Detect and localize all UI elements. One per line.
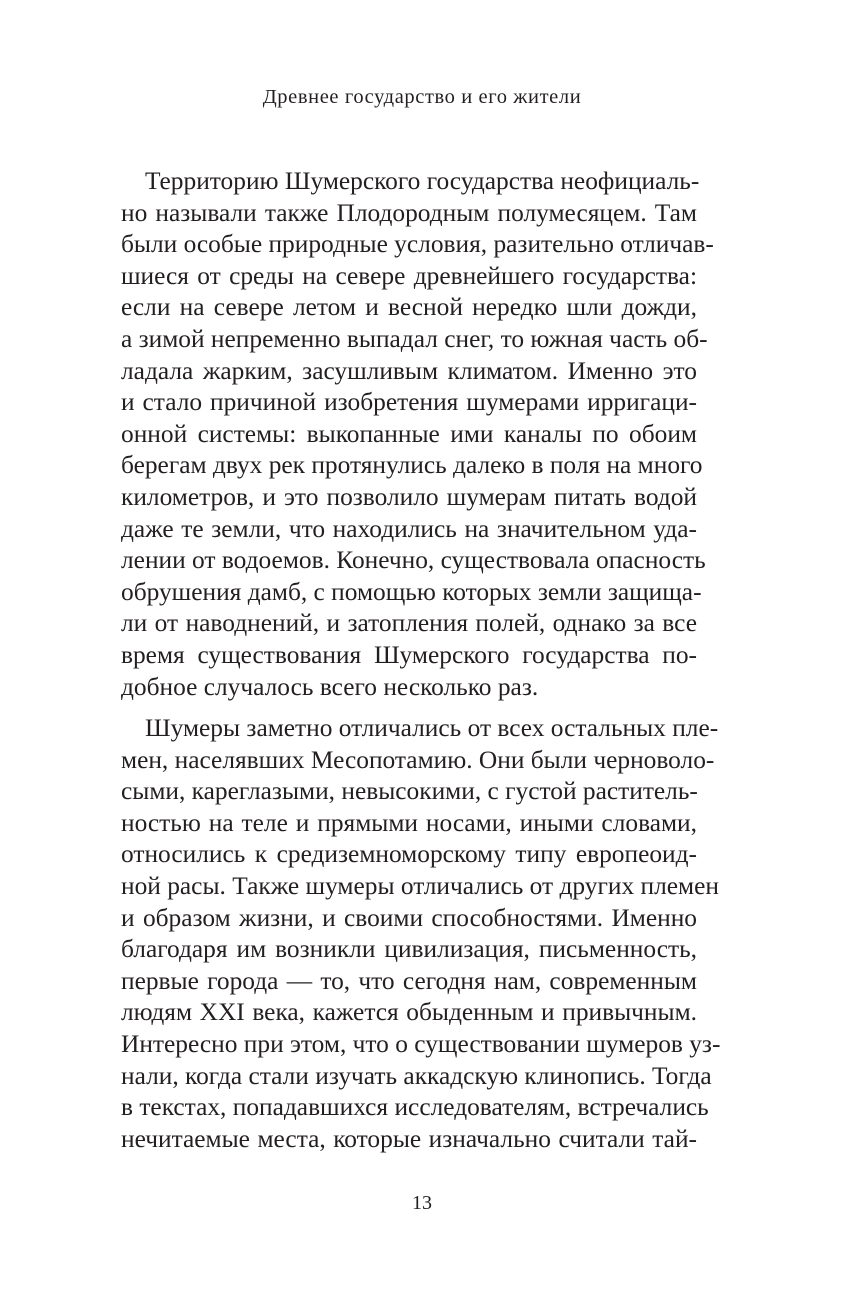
paragraph xyxy=(121,713,721,1155)
text-line: Территорию Шумерского государства неофициаль- xyxy=(145,167,700,195)
text-line: обрушения дамб, с помощью которых земли защища- xyxy=(121,577,702,606)
text-line: в текстах, попадавшихся исследователям, встречались xyxy=(121,1093,709,1122)
body-text xyxy=(121,166,721,1155)
text-line: первые города — то, что сегодня нам, современным xyxy=(121,966,697,995)
text-line: сыми, кареглазыми, невысокими, с густой раститель- xyxy=(121,777,698,806)
text-line: нечитаемые места, которые изначально считали тай- xyxy=(121,1124,697,1153)
text-line: онной системы: выкопанные ими каналы по обоим xyxy=(121,419,697,448)
text-line: Шумеры заметно отличались от всех остальных пле- xyxy=(145,714,719,743)
page-number: 13 xyxy=(412,1192,432,1214)
text-line: километров, и это позволило шумерам питать водой xyxy=(121,482,697,511)
running-header: Древнее государство и его жители xyxy=(262,86,582,108)
text-line: добное случалось всего несколько раз. xyxy=(121,672,539,701)
text-line: были особые природные условия, разительно отличав- xyxy=(121,230,714,259)
text-line: ной расы. Также шумеры отличались от других племен xyxy=(121,872,719,901)
text-line: а зимой непременно выпадал снег, то южная часть об- xyxy=(121,324,708,353)
text-line: лении от водоемов. Конечно, существовала опасность xyxy=(121,546,706,575)
text-line: мен, населявших Месопотамию. Они были черноволо- xyxy=(121,745,715,774)
text-line: даже те земли, что находились на значительном уда- xyxy=(121,514,697,543)
text-line: благодаря им возникли цивилизация, письменность, xyxy=(121,935,697,964)
text-line: ностью на теле и прямыми носами, иными словами, xyxy=(121,808,697,837)
text-line: если на севере летом и весной нередко шли дожди, xyxy=(121,293,697,322)
text-line: людям XXI века, кажется обыденным и привычным. xyxy=(121,998,697,1027)
text-line: ладала жарким, засушливым климатом. Именно это xyxy=(121,356,697,385)
text-line: берегам двух рек протянулись далеко в поля на много xyxy=(121,451,703,480)
text-line: ли от наводнений, и затопления полей, однако за все xyxy=(121,609,697,638)
text-line: и стало причиной изобретения шумерами ирригаци- xyxy=(121,388,697,417)
paragraph xyxy=(121,166,714,703)
text-line: и образом жизни, и своими способностями. Именно xyxy=(121,903,697,932)
text-line: нали, когда стали изучать аккадскую клинопись. Тогда xyxy=(121,1061,712,1090)
text-line: Интересно при этом, что о существовании шумеров уз- xyxy=(121,1030,721,1059)
text-line: но называли также Плодородным полумесяцем. Там xyxy=(121,198,697,227)
text-line: время существования Шумерского государства по- xyxy=(121,640,697,669)
text-line: относились к средиземноморскому типу европеоид- xyxy=(121,840,697,869)
text-line: шиеся от среды на севере древнейшего государства: xyxy=(121,261,697,290)
